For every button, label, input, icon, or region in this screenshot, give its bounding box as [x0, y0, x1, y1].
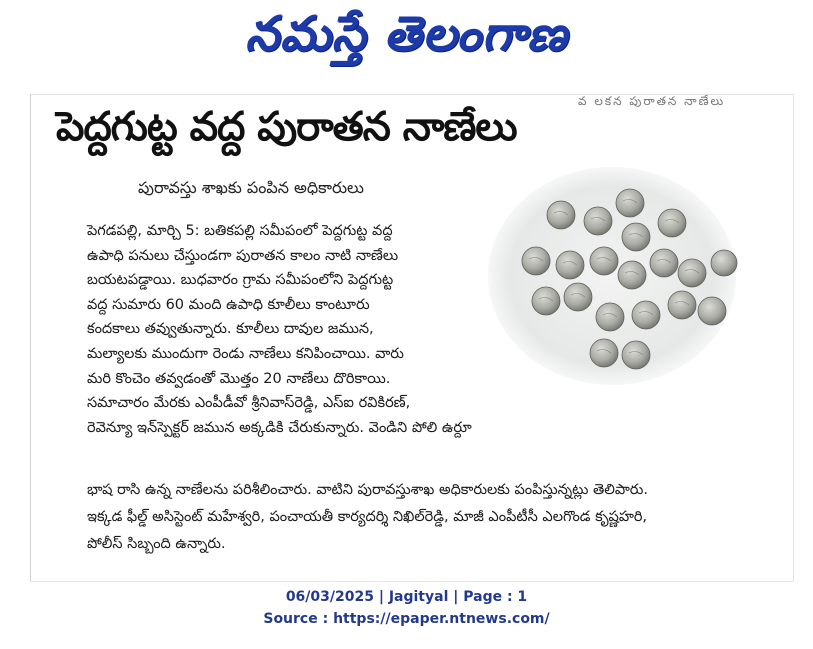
- masthead-logo: నమస్తే తెలంగాణ: [245, 6, 568, 62]
- footer-edition: 06/03/2025 | Jagityal | Page : 1: [285, 589, 528, 605]
- footer-source: Source : https://epaper.ntnews.com/: [263, 611, 550, 627]
- article-line-wide: పోలీస్ సిబ్బంది ఉన్నారు.: [87, 536, 226, 552]
- adjacent-article-snippet: వ లకన పురాతన నాణేలు: [578, 94, 726, 108]
- article-line: ఉపాధి పనులు చేస్తుండగా పురాతన కాలం నాటి నాణేలు: [87, 247, 399, 264]
- article-line: సమాచారం మేరకు ఎంపీడీవో శ్రీనివాస్‌రెడ్డి, ఎస్‌ఐ రవికిరణ్,: [87, 395, 411, 412]
- coins-photo: [486, 165, 738, 387]
- article-line-wide: భాష రాసి ఉన్న నాణేలను పరిశీలించారు. వాటిని పురావస్తుశాఖ అధికారులకు పంపిస్తున్నట్లు తెలిపారు.: [87, 482, 649, 498]
- article-subheadline: పురావస్తు శాఖకు పంపిన అధికారులు: [138, 178, 364, 197]
- article-line: బయటపడ్డాయి. బుధవారం గ్రామ సమీపంలోని పెద్దగుట్ట: [87, 272, 394, 289]
- article-line: రెవెన్యూ ఇన్‌స్పెక్టర్ జమున అక్కడికి చేరుకున్నారు. వెండిని పోలి ఉర్దూ: [87, 419, 472, 436]
- article-line: వద్ద సుమారు 60 మంది ఉపాధి కూలీలు కాంటూరు: [87, 296, 370, 313]
- article-body: [87, 219, 472, 440]
- article-line: పెగడపల్లి, మార్చి 5: బతికపల్లి సమీపంలో పెద్దగుట్ట వద్ద: [87, 223, 393, 239]
- article-line: కందకాలు తవ్వుతున్నారు. కూలీలు దావుల జమున,: [87, 321, 374, 338]
- article-line-wide: ఇక్కడ ఫీల్డ్ అసిస్టెంట్ మహేశ్వరి, పంచాయతీ కార్యదర్శి నిఖిల్‌రెడ్డి, మాజీ ఎంపీటీసీ ఎలగొండ కృష్ణహరి,: [87, 509, 648, 525]
- article-headline: పెద్దగుట్ట వద్ద పురాతన నాణేలు: [56, 104, 517, 150]
- article-line: మల్యాలకు ముందుగా రెండు నాణేలు కనిపించాయి. వారు: [87, 345, 404, 362]
- article-line: మరి కొంచెం తవ్వడంతో మొత్తం 20 నాణేలు దొరికాయి.: [87, 370, 391, 387]
